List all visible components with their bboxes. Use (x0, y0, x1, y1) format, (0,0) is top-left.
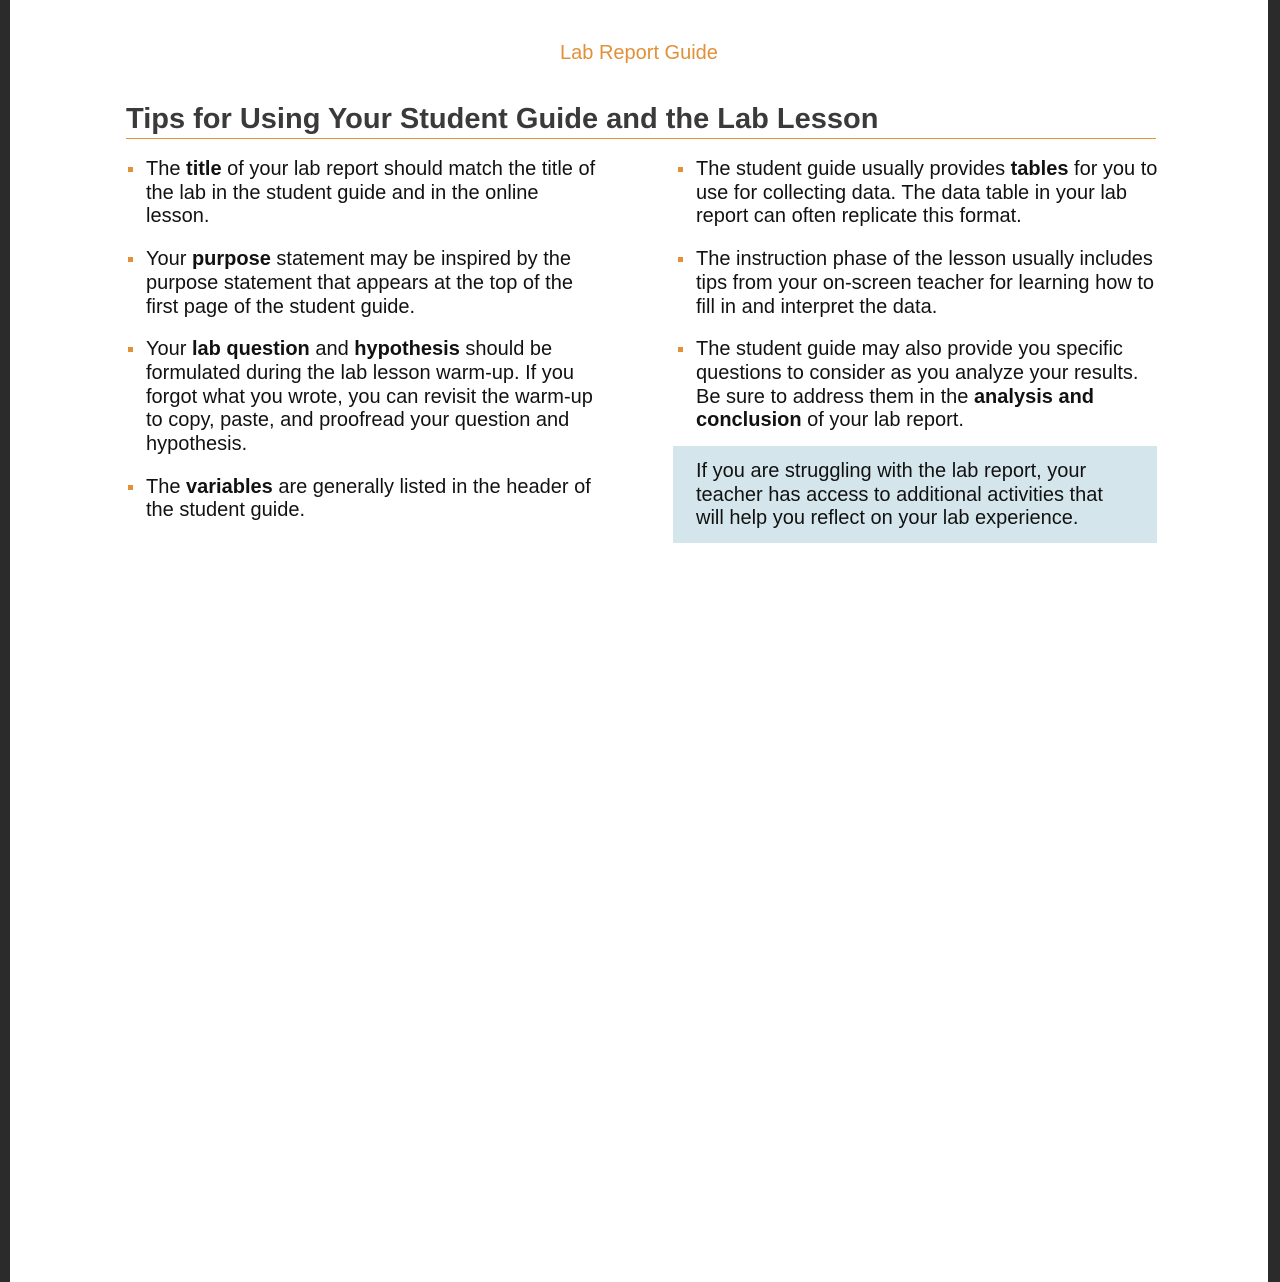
tip-variables: The variables are generally listed in the header of the student guide. (126, 476, 596, 523)
term-variables: variables (186, 475, 273, 498)
bullet-icon (678, 167, 683, 172)
bullet-icon (678, 257, 683, 262)
tip-lab-question-hypothesis: Your lab question and hypothesis should be formulated during the lab lesson warm-up. If you forgot what you wrote, you can revisit the warm-up to copy, paste, and proofread your question and hypothesis. (126, 338, 596, 457)
tip-purpose: Your purpose statement may be inspired by the purpose statement that appears at the top of the first page of the student guide. (126, 248, 596, 319)
term-purpose: purpose (191, 248, 271, 271)
document-page (10, 0, 1268, 1282)
term-title: title (186, 158, 222, 180)
left-tips-list (126, 158, 596, 542)
bullet-icon (128, 257, 133, 262)
help-note-box: If you are struggling with the lab report, your teacher has access to additional activities that will help you reflect on your lab experience. (673, 446, 1157, 543)
bullet-icon (128, 347, 133, 352)
running-header: Lab Report Guide (560, 42, 718, 64)
term-hypothesis: hypothesis (354, 338, 460, 361)
right-tips-list (676, 158, 1166, 452)
tip-title: The title of your lab report should match the title of the lab in the student guide and in the online lesson. (126, 158, 596, 229)
page-title: Tips for Using Your Student Guide and the Lab Lesson (126, 102, 1156, 139)
tip-tables: The student guide usually provides tables for you to use for collecting data. The data table in your lab report can often replicate this format. (676, 158, 1166, 229)
bullet-icon (128, 167, 133, 172)
term-lab-question: lab question (191, 338, 310, 361)
tip-analysis-conclusion: The student guide may also provide you specific questions to consider as you analyze your results. Be sure to address them in the analysis and conclusion of your lab report. (676, 338, 1166, 433)
term-analysis-conclusion: analysis and conclusion (696, 385, 1094, 432)
bullet-icon (678, 347, 683, 352)
bullet-icon (128, 485, 133, 490)
tip-instruction-phase: The instruction phase of the lesson usually includes tips from your on-screen teacher for learning how to fill in and interpret the data. (676, 248, 1166, 319)
term-tables: tables (1010, 158, 1069, 180)
